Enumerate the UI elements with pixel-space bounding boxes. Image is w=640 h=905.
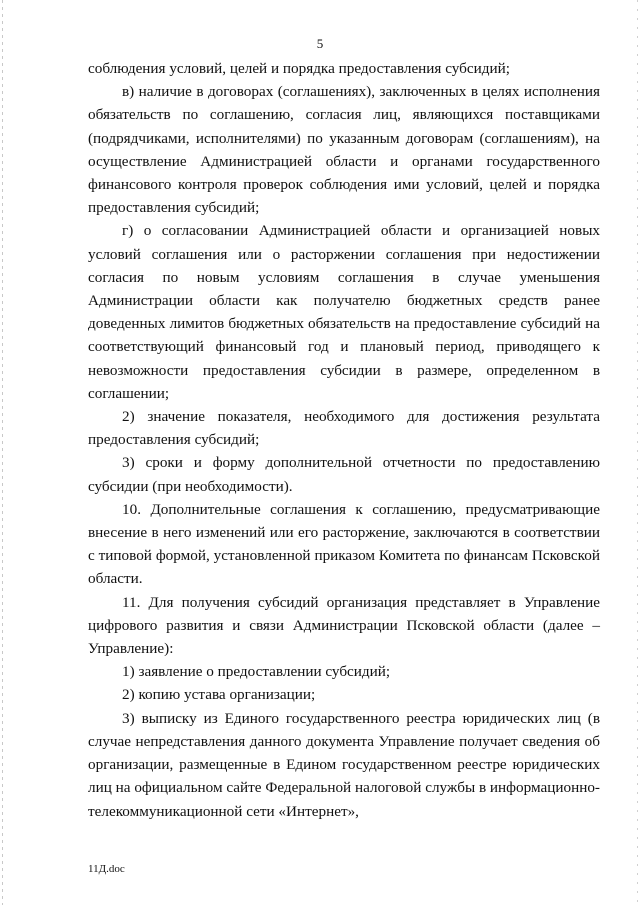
footer-filename: 11Д.doc (88, 863, 125, 875)
scan-edge-right (637, 0, 638, 905)
paragraph-list-item-2: 2) копию устава организации; (122, 686, 316, 704)
paragraph-item-2: 2) значение показателя, необходимого для достижения результата предоставления субсидий; (88, 408, 600, 449)
paragraph-clause-11: 11. Для получения субсидий организация представляет в Управление цифрового развития и связи Администрации Псковской области (далее – Управление): (88, 593, 600, 658)
document-body (88, 57, 600, 823)
paragraph-list-item-3: 3) выписку из Единого государственного реестра юридических лиц (в случае непредставления данного документа Управление получает сведения об организации, размещенные в Едином государственном реестре юридических лиц на официальном сайте Федеральной налоговой службы в информационно-телекоммуникационной сети «Интернет», (88, 709, 600, 820)
scan-edge-left (2, 0, 3, 905)
paragraph-item-g: г) о согласовании Администрацией области и организацией новых условий соглашения или о расторжении соглашения при недостижении согласия по новым условиям соглашения в случае уменьшения Администрации области как получателю бюджетных средств ранее доведенных лимитов бюджетных обязательств на предоставление субсидий на соответствующий финансовый год и плановый период, приводящего к невозможности предоставления субсидии в размере, определенном в соглашении; (88, 222, 600, 402)
paragraph-continuation: соблюдения условий, целей и порядка предоставления субсидий; (88, 60, 510, 77)
paragraph-item-v: в) наличие в договорах (соглашениях), заключенных в целях исполнения обязательств по соглашению, согласия лиц, являющихся поставщиками (подрядчиками, исполнителями) по указанным договорам (соглашениям), на осуществление Администрацией области и органами государственного финансового контроля проверок соблюдения ими условий, целей и порядка предоставления субсидий; (88, 83, 600, 217)
paragraph-list-item-1: 1) заявление о предоставлении субсидий; (122, 663, 391, 681)
paragraph-clause-10: 10. Дополнительные соглашения к соглашению, предусматривающие внесение в него изменений или его расторжение, заключаются в соответствии с типовой формой, установленной приказом Комитета по финансам Псковской области. (88, 500, 600, 588)
page-number: 5 (316, 36, 324, 51)
paragraph-item-3: 3) сроки и форму дополнительной отчетности по предоставлению субсидии (при необходимости). (88, 454, 600, 495)
